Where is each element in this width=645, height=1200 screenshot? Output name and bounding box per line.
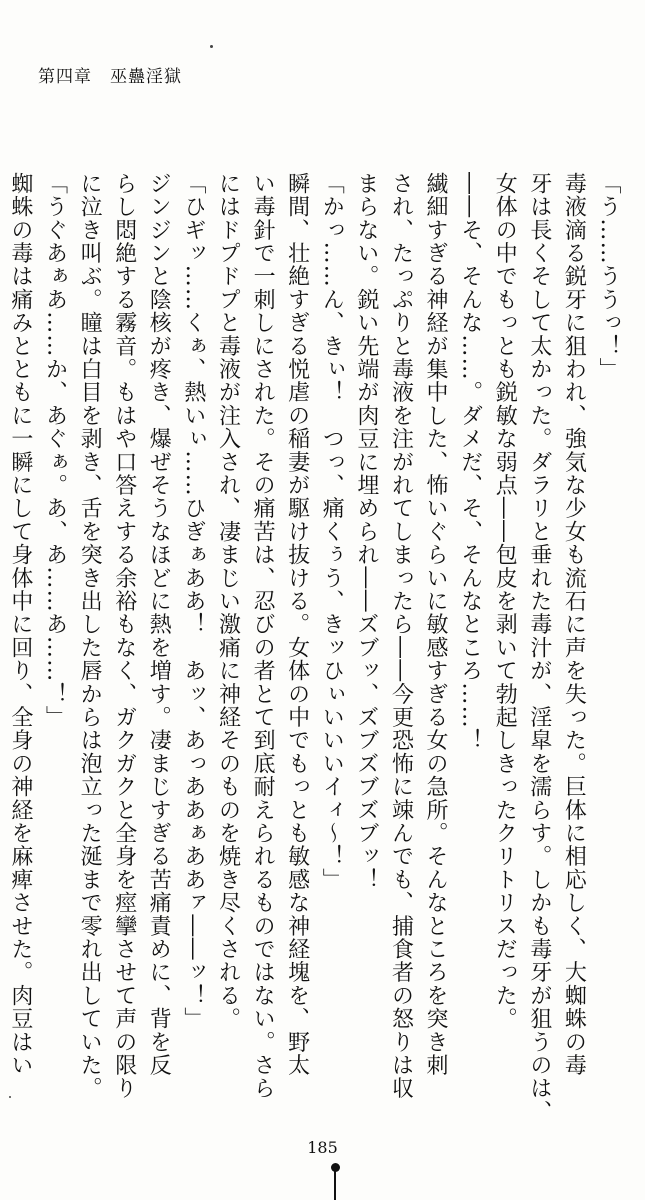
running-head xyxy=(38,62,182,87)
page-number: 185 xyxy=(307,1138,338,1157)
text-line: ジンジンと陰核が疼き、爆ぜそうなほどに熱を増す。凄まじすぎる苦痛責めに、背を反 xyxy=(146,172,172,1077)
text-line: 繊細すぎる神経が集中した、怖いぐらいに敏感すぎる女の急所。そんなところを突き刺 xyxy=(423,172,449,1077)
text-line: まらない。鋭い先端が肉豆に埋められ――ズブッ、ズブズブズブッ！ xyxy=(353,172,379,892)
text-line: 牙は長くそして太かった。ダラリと垂れた毒汁が、淫皐を濡らす。しかも毒牙が狙うのは、 xyxy=(526,172,552,1124)
text-line: 「うぐあぁあ……か、あぐぁ。あ、あ……あ……！」 xyxy=(42,172,68,729)
text-line: ――そ、そんな……。ダメだ、そ、そんなところ……！ xyxy=(457,172,483,752)
scan-speck xyxy=(9,1096,11,1098)
text-line: い毒針で一刺しにされた。その痛苦は、忍びの者とて到底耐えられるものではない。さら xyxy=(250,172,276,1100)
scan-speck xyxy=(210,45,213,48)
text-line: 女体の中でもっとも鋭敏な弱点――包皮を剥いて勃起しきったクリトリスだった。 xyxy=(492,172,518,1031)
text-line: 「う……ううっ！」 xyxy=(596,172,621,381)
body-text xyxy=(7,172,625,1124)
chapter-title: 巫蠱淫獄 xyxy=(110,67,182,87)
folio-rule xyxy=(334,1170,336,1200)
chapter-number: 第四章 xyxy=(38,67,92,87)
text-line: され、たっぷりと毒液を注がれてしまったら――今更恐怖に竦んでも、捕食者の怒りは収 xyxy=(388,172,414,1100)
text-line: にはドプドプと毒液が注入され、凄まじい激痛に神経そのものを焼き尽くされる。 xyxy=(215,172,241,1031)
text-line: に泣き叫ぶ。瞳は白目を剥き、舌を突き出した唇からは泡立った涎まで零れ出していた。 xyxy=(77,172,103,1100)
text-line: らし悶絶する霧音。もはや口答えする余裕もなく、ガクガクと全身を痙攣させて声の限り xyxy=(111,172,137,1100)
text-line: 蜘蛛の毒は痛みとともに一瞬にして身体中に回り、全身の神経を麻痺させた。肉豆はい xyxy=(7,172,33,1077)
text-line: 瞬間、壮絶すぎる悦虐の稲妻が駆け抜ける。女体の中でもっとも敏感な神経塊を、野太 xyxy=(284,172,310,1077)
text-line: 「ひギッ……くぁ、熱いぃ……ひぎぁああ！ あッ、あっああぁああァ――ッ！」 xyxy=(180,172,206,1031)
text-line: 毒液滴る鋭牙に狙われ、強気な少女も流石に声を失った。巨体に相応しく、大蜘蛛の毒 xyxy=(561,172,587,1077)
text-line: 「かっ……ん、きぃ！ つっ、痛くぅう、きッひぃいいいイィ～！」 xyxy=(319,172,345,892)
